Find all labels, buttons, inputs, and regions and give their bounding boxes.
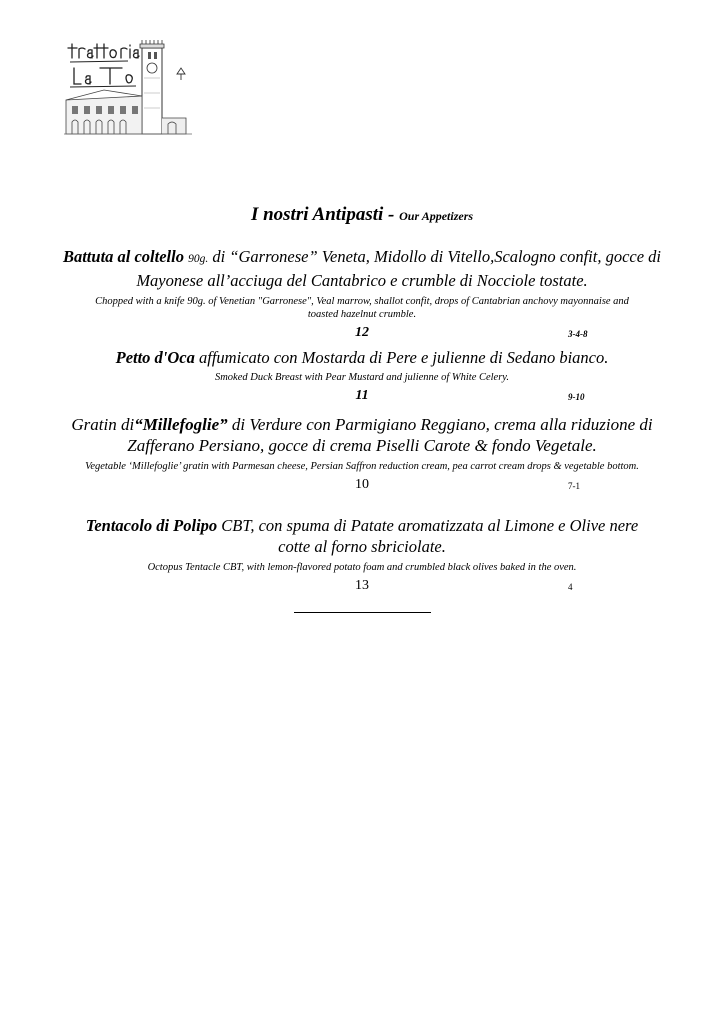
dish-allergens: 7-1 bbox=[568, 481, 580, 491]
restaurant-logo bbox=[64, 38, 194, 136]
section-title-it: I nostri Antipasti - bbox=[250, 204, 395, 225]
section-divider bbox=[294, 612, 431, 613]
section-title bbox=[0, 204, 724, 226]
menu-item-name-it bbox=[62, 347, 662, 368]
dish-description-en: Vegetable ‘Millefoglie’ gratin with Parmesan cheese, Persian Saffron reduction cream, pea carrot cream drops & vegetable bottom. bbox=[85, 461, 639, 472]
menu-item-name-it bbox=[56, 414, 668, 456]
dish-description-it: affumicato con Mostarda di Pere e julienne di Sedano bianco. bbox=[194, 348, 609, 367]
dish-allergens: 3-4-8 bbox=[568, 329, 588, 339]
price-row bbox=[56, 476, 668, 494]
dish-price: 10 bbox=[355, 477, 369, 492]
dish-description-it: di “Garronese” Veneta, Midollo di Vitello,Scalogno confit, gocce di Mayonese all’acciuga del Cantabrico e crumble di Nocciole tostate. bbox=[136, 247, 662, 290]
dish-name: Petto d'Oca bbox=[115, 348, 195, 367]
dish-name: Tentacolo di Polipo bbox=[85, 516, 218, 535]
menu-item bbox=[62, 246, 662, 342]
menu-item bbox=[62, 347, 662, 405]
dish-allergens: 9-10 bbox=[568, 392, 585, 402]
dish-prefix: Gratin di bbox=[71, 415, 135, 434]
menu-item bbox=[68, 515, 656, 595]
dish-description-it: CBT, con spuma di Patate aromatizzata al Limone e Olive nere cotte al forno sbriciolate. bbox=[217, 516, 639, 556]
dish-price: 11 bbox=[355, 388, 369, 403]
dish-description-en: Chopped with a knife 90g. of Venetian "Garronese", Veal marrow, shallot confit, drops of Cantabrian anchovy mayonnaise and toasted hazelnut crumble. bbox=[95, 296, 629, 320]
price-row bbox=[62, 387, 662, 405]
dish-description-en: Octopus Tentacle CBT, with lemon-flavored potato foam and crumbled black olives baked in the oven. bbox=[147, 562, 577, 573]
dish-weight: 90g. bbox=[188, 253, 209, 265]
dish-price: 13 bbox=[355, 578, 369, 593]
menu-item-name-it bbox=[62, 246, 662, 291]
dish-description-it: di Verdure con Parmigiano Reggiano, crema alla riduzione di Zafferano Persiano, gocce di crema Piselli Carote & fondo Vegetale. bbox=[127, 415, 653, 455]
price-row bbox=[68, 577, 656, 595]
menu-item-name-it bbox=[68, 515, 656, 557]
menu-item bbox=[56, 414, 668, 494]
trattoria-la-torre-logo bbox=[64, 38, 194, 136]
price-row bbox=[62, 324, 662, 342]
dish-allergens: 4 bbox=[568, 582, 573, 592]
section-title-en: Our Appetizers bbox=[399, 209, 474, 223]
dish-name: Battuta al coltello bbox=[62, 247, 184, 266]
dish-price: 12 bbox=[355, 325, 369, 340]
dish-name: “Millefoglie” bbox=[134, 415, 228, 434]
dish-description-en: Smoked Duck Breast with Pear Mustard and julienne of White Celery. bbox=[214, 372, 510, 383]
